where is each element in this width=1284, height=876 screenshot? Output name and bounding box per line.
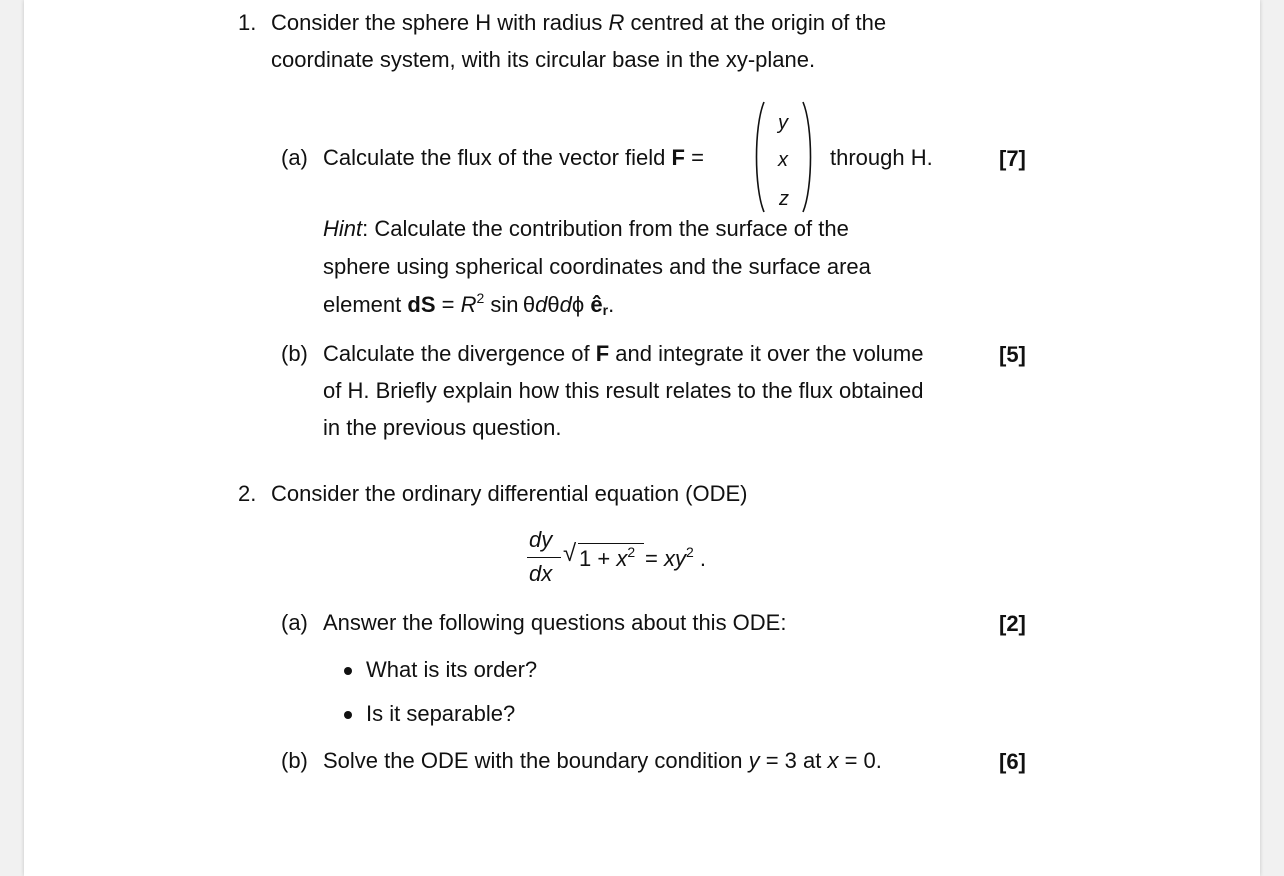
question-1-number: 1. [238, 10, 257, 35]
bullet-item-separable: Is it separable? [366, 701, 516, 726]
part-1b-line1: Calculate the divergence of F and integrate it over the volume [323, 341, 924, 366]
ode-rhs: = $xy^2$ . [645, 544, 706, 571]
ode-denominator: dx [529, 561, 553, 586]
hint-line2: sphere using spherical coordinates and the surface area [323, 254, 871, 279]
hint-line3: element dS = $R^2$ sin θdθdϕ $ê_r$. [323, 290, 615, 318]
exam-page [24, 0, 1260, 876]
part-1b-line2: of H. Briefly explain how this result relates to the flux obtained [323, 378, 924, 403]
part-1b-label: (b) [281, 341, 308, 366]
bullet-item-order: What is its order? [366, 657, 538, 682]
vector-component-2: x [778, 149, 788, 171]
part-1a-marks: [7] [999, 146, 1026, 171]
part-1a-text-end: through H. [830, 145, 933, 170]
part-1b-line3: in the previous question. [323, 415, 562, 440]
bullet-dot [344, 711, 352, 719]
part-2a-label: (a) [281, 610, 308, 635]
ode-numerator: dy [529, 527, 553, 552]
part-1a-label: (a) [281, 145, 308, 170]
ode-sqrt-body: $1 + x^2$ [579, 544, 636, 571]
question-2-number: 2. [238, 481, 257, 506]
part-2b-marks: [6] [999, 749, 1026, 774]
hint-line1: Hint: Calculate the contribution from the surface of the [323, 216, 849, 241]
vector-component-1: y [778, 112, 788, 134]
part-1b-marks: [5] [999, 342, 1026, 367]
vector-component-3: z [779, 188, 789, 210]
vector-right-paren [801, 101, 815, 213]
part-2a-marks: [2] [999, 611, 1026, 636]
vector-left-paren [752, 101, 766, 213]
part-2b-label: (b) [281, 748, 308, 773]
bullet-dot [344, 667, 352, 675]
part-1a-text: Calculate the flux of the vector field F = [323, 145, 704, 170]
part-2a-text: Answer the following questions about this ODE: [323, 610, 787, 635]
ode-fraction-bar [527, 557, 561, 558]
part-2b-text: Solve the ODE with the boundary condition y = 3 at x = 0. [323, 748, 882, 773]
question-1-intro-line2: coordinate system, with its circular base in the xy-plane. [271, 47, 816, 72]
question-2-intro: Consider the ordinary differential equation (ODE) [271, 481, 748, 506]
ode-sqrt-sign: √ [563, 540, 577, 567]
question-1-intro-line1: Consider the sphere H with radius R centred at the origin of the [271, 10, 887, 35]
